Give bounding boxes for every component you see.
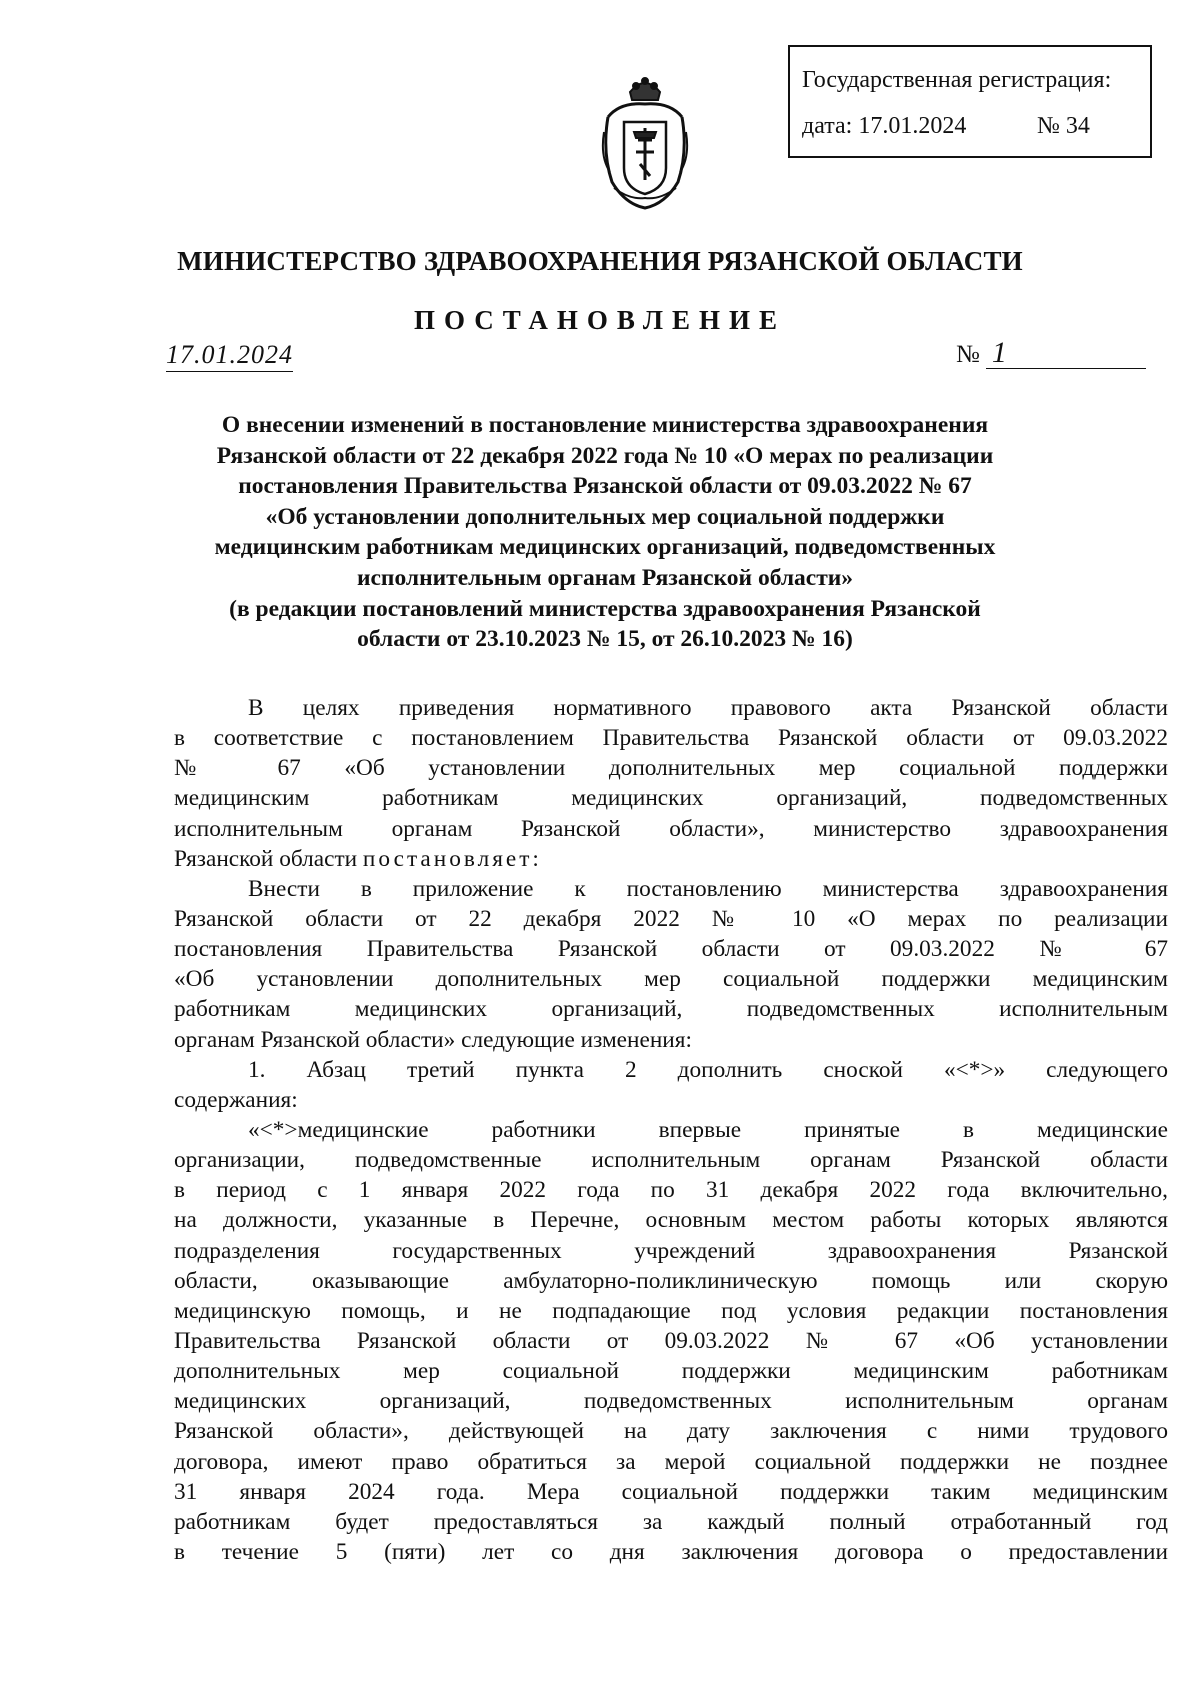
body-line: исполнительным органам Рязанской области», министерство здравоохранения xyxy=(174,815,1168,842)
body-line: органам Рязанской области» следующие изменения: xyxy=(174,1026,692,1053)
body-line: 31 января 2024 года. Мера социальной поддержки таким медицинским xyxy=(174,1478,1168,1505)
body-line: «<*>медицинские работники впервые принятые в медицинские xyxy=(248,1116,1168,1143)
body-line: № 67 «Об установлении дополнительных мер социальной поддержки xyxy=(174,755,1168,782)
body-line: подразделения государственных учреждений здравоохранения Рязанской xyxy=(174,1237,1168,1264)
body-line: в соответствие с постановлением Правительства Рязанской области от 09.03.2022 xyxy=(174,725,1168,752)
title-line: О внесении изменений в постановление министерства здравоохранения xyxy=(221,412,989,438)
body-line: работникам будет предоставляться за каждый полный отработанный год xyxy=(174,1508,1168,1535)
title-line: постановления Правительства Рязанской области от 09.03.2022 № 67 xyxy=(238,473,972,500)
document-type-heading: ПОСТАНОВЛЕНИЕ xyxy=(413,305,787,335)
body-line: в период с 1 января 2022 года по 31 декабря 2022 года включительно, xyxy=(174,1177,1168,1204)
decree-verb: постановляет: xyxy=(362,845,542,872)
title-line: «Об установлении дополнительных мер социальной поддержки xyxy=(265,503,945,530)
body-line-text: Рязанской области xyxy=(174,845,358,872)
body-line: Внести в приложение к постановлению министерства здравоохранения xyxy=(248,875,1168,902)
registration-stamp-box xyxy=(788,45,1152,158)
body-line: на должности, указанные в Перечне, основным местом работы которых являются xyxy=(174,1207,1168,1234)
body-line: организации, подведомственные исполнительным органам Рязанской области xyxy=(174,1147,1168,1174)
body-line: области, оказывающие амбулаторно-поликлиническую помощь или скорую xyxy=(174,1267,1168,1294)
body-line: медицинским работникам медицинских организаций, подведомственных xyxy=(174,785,1168,812)
title-line: медицинским работникам медицинских организаций, подведомственных xyxy=(214,534,996,561)
coat-of-arms-emblem xyxy=(600,72,690,212)
document-title xyxy=(190,410,1020,655)
body-line: постановления Правительства Рязанской области от 09.03.2022 № 67 xyxy=(174,936,1168,963)
body-line: содержания: xyxy=(174,1086,298,1113)
body-line: Рязанской области от 22 декабря 2022 № 10 «О мерах по реализации xyxy=(174,905,1168,932)
body-line: в течение 5 (пяти) лет со дня заключения договора о предоставлении xyxy=(174,1538,1168,1565)
handwritten-date: 17.01.2024 xyxy=(166,340,293,372)
title-line: области от 23.10.2023 № 15, от 26.10.2023 № 16) xyxy=(357,626,853,653)
body-line: медицинскую помощь, и не подпадающие под условия редакции постановления xyxy=(174,1297,1168,1324)
body-line: дополнительных мер социальной поддержки медицинским работникам xyxy=(174,1358,1168,1385)
title-line: исполнительным органам Рязанской области» xyxy=(356,564,854,591)
body-line: «Об установлении дополнительных мер социальной поддержки медицинским xyxy=(174,966,1168,993)
ministry-heading: МИНИСТЕРСТВО ЗДРАВООХРАНЕНИЯ РЯЗАНСКОЙ ОБЛАСТИ xyxy=(177,246,1023,276)
number-label: № xyxy=(956,341,980,368)
body-line: медицинских организаций, подведомственных исполнительным органам xyxy=(174,1388,1168,1415)
body-line: договора, имеют право обратиться за мерой социальной поддержки не позднее xyxy=(174,1448,1168,1475)
registration-title: Государственная регистрация: xyxy=(802,67,1112,93)
body-line: работникам медицинских организаций, подведомственных исполнительным xyxy=(174,996,1168,1023)
body-line: В целях приведения нормативного правового акта Рязанской области xyxy=(248,695,1168,721)
body-line: Рязанской области», действующей на дату заключения с ними трудового xyxy=(174,1418,1168,1445)
document-body xyxy=(174,693,1168,1567)
registration-date: дата: 17.01.2024 xyxy=(802,113,967,139)
handwritten-number: 1 xyxy=(986,338,1146,369)
body-line: Правительства Рязанской области от 09.03.2022 № 67 «Об установлении xyxy=(174,1327,1168,1354)
body-line: 1. Абзац третий пункта 2 дополнить сноской «<*>» следующего xyxy=(248,1056,1168,1083)
title-line: Рязанской области от 22 декабря 2022 года № 10 «О мерах по реализации xyxy=(216,442,994,469)
body-line xyxy=(174,844,1168,874)
title-line: (в редакции постановлений министерства здравоохранения Рязанской xyxy=(229,595,981,622)
registration-number: № 34 xyxy=(1037,113,1090,139)
document-number xyxy=(956,338,1146,369)
